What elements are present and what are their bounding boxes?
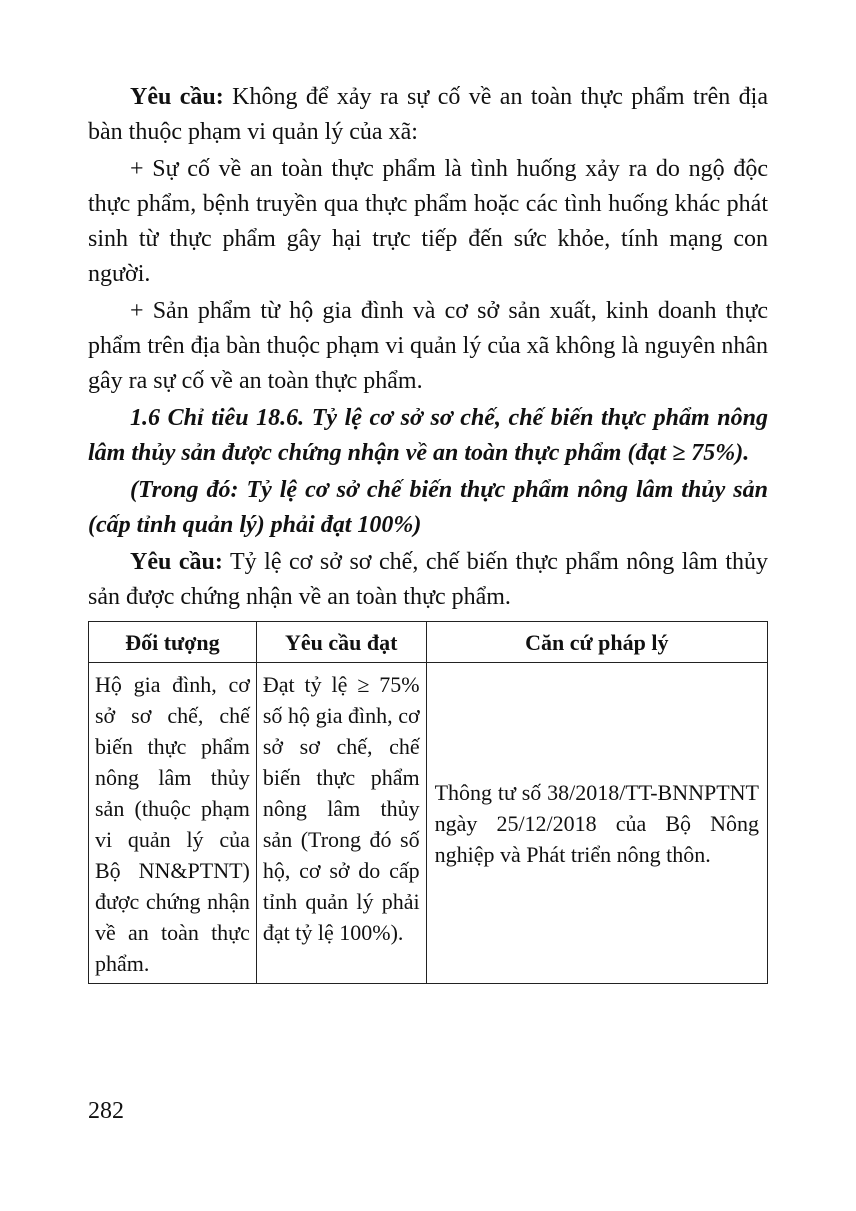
header-legal-basis: Căn cứ pháp lý [426,622,767,663]
requirement-paragraph-1 [88,80,768,150]
header-requirement: Yêu cầu đạt [256,622,426,663]
page-content [88,80,768,984]
requirement-text: Tỷ lệ cơ sở sơ chế, chế biến thực phẩm nông lâm thủy sản được chứng nhận về an toàn thực phẩm. [88,549,768,610]
requirement-label: Yêu cầu: [130,84,224,110]
requirements-table [88,621,768,984]
cell-legal-basis: Thông tư số 38/2018/TT-BNNPTNT ngày 25/12/2018 của Bộ Nông nghiệp và Phát triển nông thôn. [426,663,767,984]
table-row [89,663,768,984]
table-header-row [89,622,768,663]
requirement-text: Không để xảy ra sự cố về an toàn thực phẩm trên địa bàn thuộc phạm vi quản lý của xã: [88,84,768,145]
requirement-label: Yêu cầu: [130,549,223,575]
page-number: 282 [88,1098,124,1124]
requirement-paragraph-2 [88,545,768,615]
indicator-heading: 1.6 Chỉ tiêu 18.6. Tỷ lệ cơ sở sơ chế, chế biến thực phẩm nông lâm thủy sản được chứng nhận về an toàn thực phẩm (đạt ≥ 75%). [88,405,768,466]
cell-requirement: Đạt tỷ lệ ≥ 75% số hộ gia đình, cơ sở sơ chế, chế biến thực phẩm nông lâm thủy sản (Trong đó số hộ, cơ sở do cấp tỉnh quản lý phải đạt tỷ lệ 100%). [256,663,426,984]
product-paragraph: + Sản phẩm từ hộ gia đình và cơ sở sản xuất, kinh doanh thực phẩm trên địa bàn thuộc phạm vi quản lý của xã không là nguyên nhân gây ra sự cố về an toàn thực phẩm. [88,298,768,394]
header-subject: Đối tượng [89,622,257,663]
cell-subject: Hộ gia đình, cơ sở sơ chế, chế biến thực phẩm nông lâm thủy sản (thuộc phạm vi quản lý của Bộ NN&PTNT) được chứng nhận về an toàn thực phẩm. [89,663,257,984]
indicator-subheading: (Trong đó: Tỷ lệ cơ sở chế biến thực phẩm nông lâm thủy sản (cấp tỉnh quản lý) phải đạt 100%) [88,477,768,538]
incident-definition-paragraph: + Sự cố về an toàn thực phẩm là tình huống xảy ra do ngộ độc thực phẩm, bệnh truyền qua thực phẩm hoặc các tình huống khác phát sinh từ thực phẩm gây hại trực tiếp đến sức khỏe, tính mạng con người. [88,156,768,287]
